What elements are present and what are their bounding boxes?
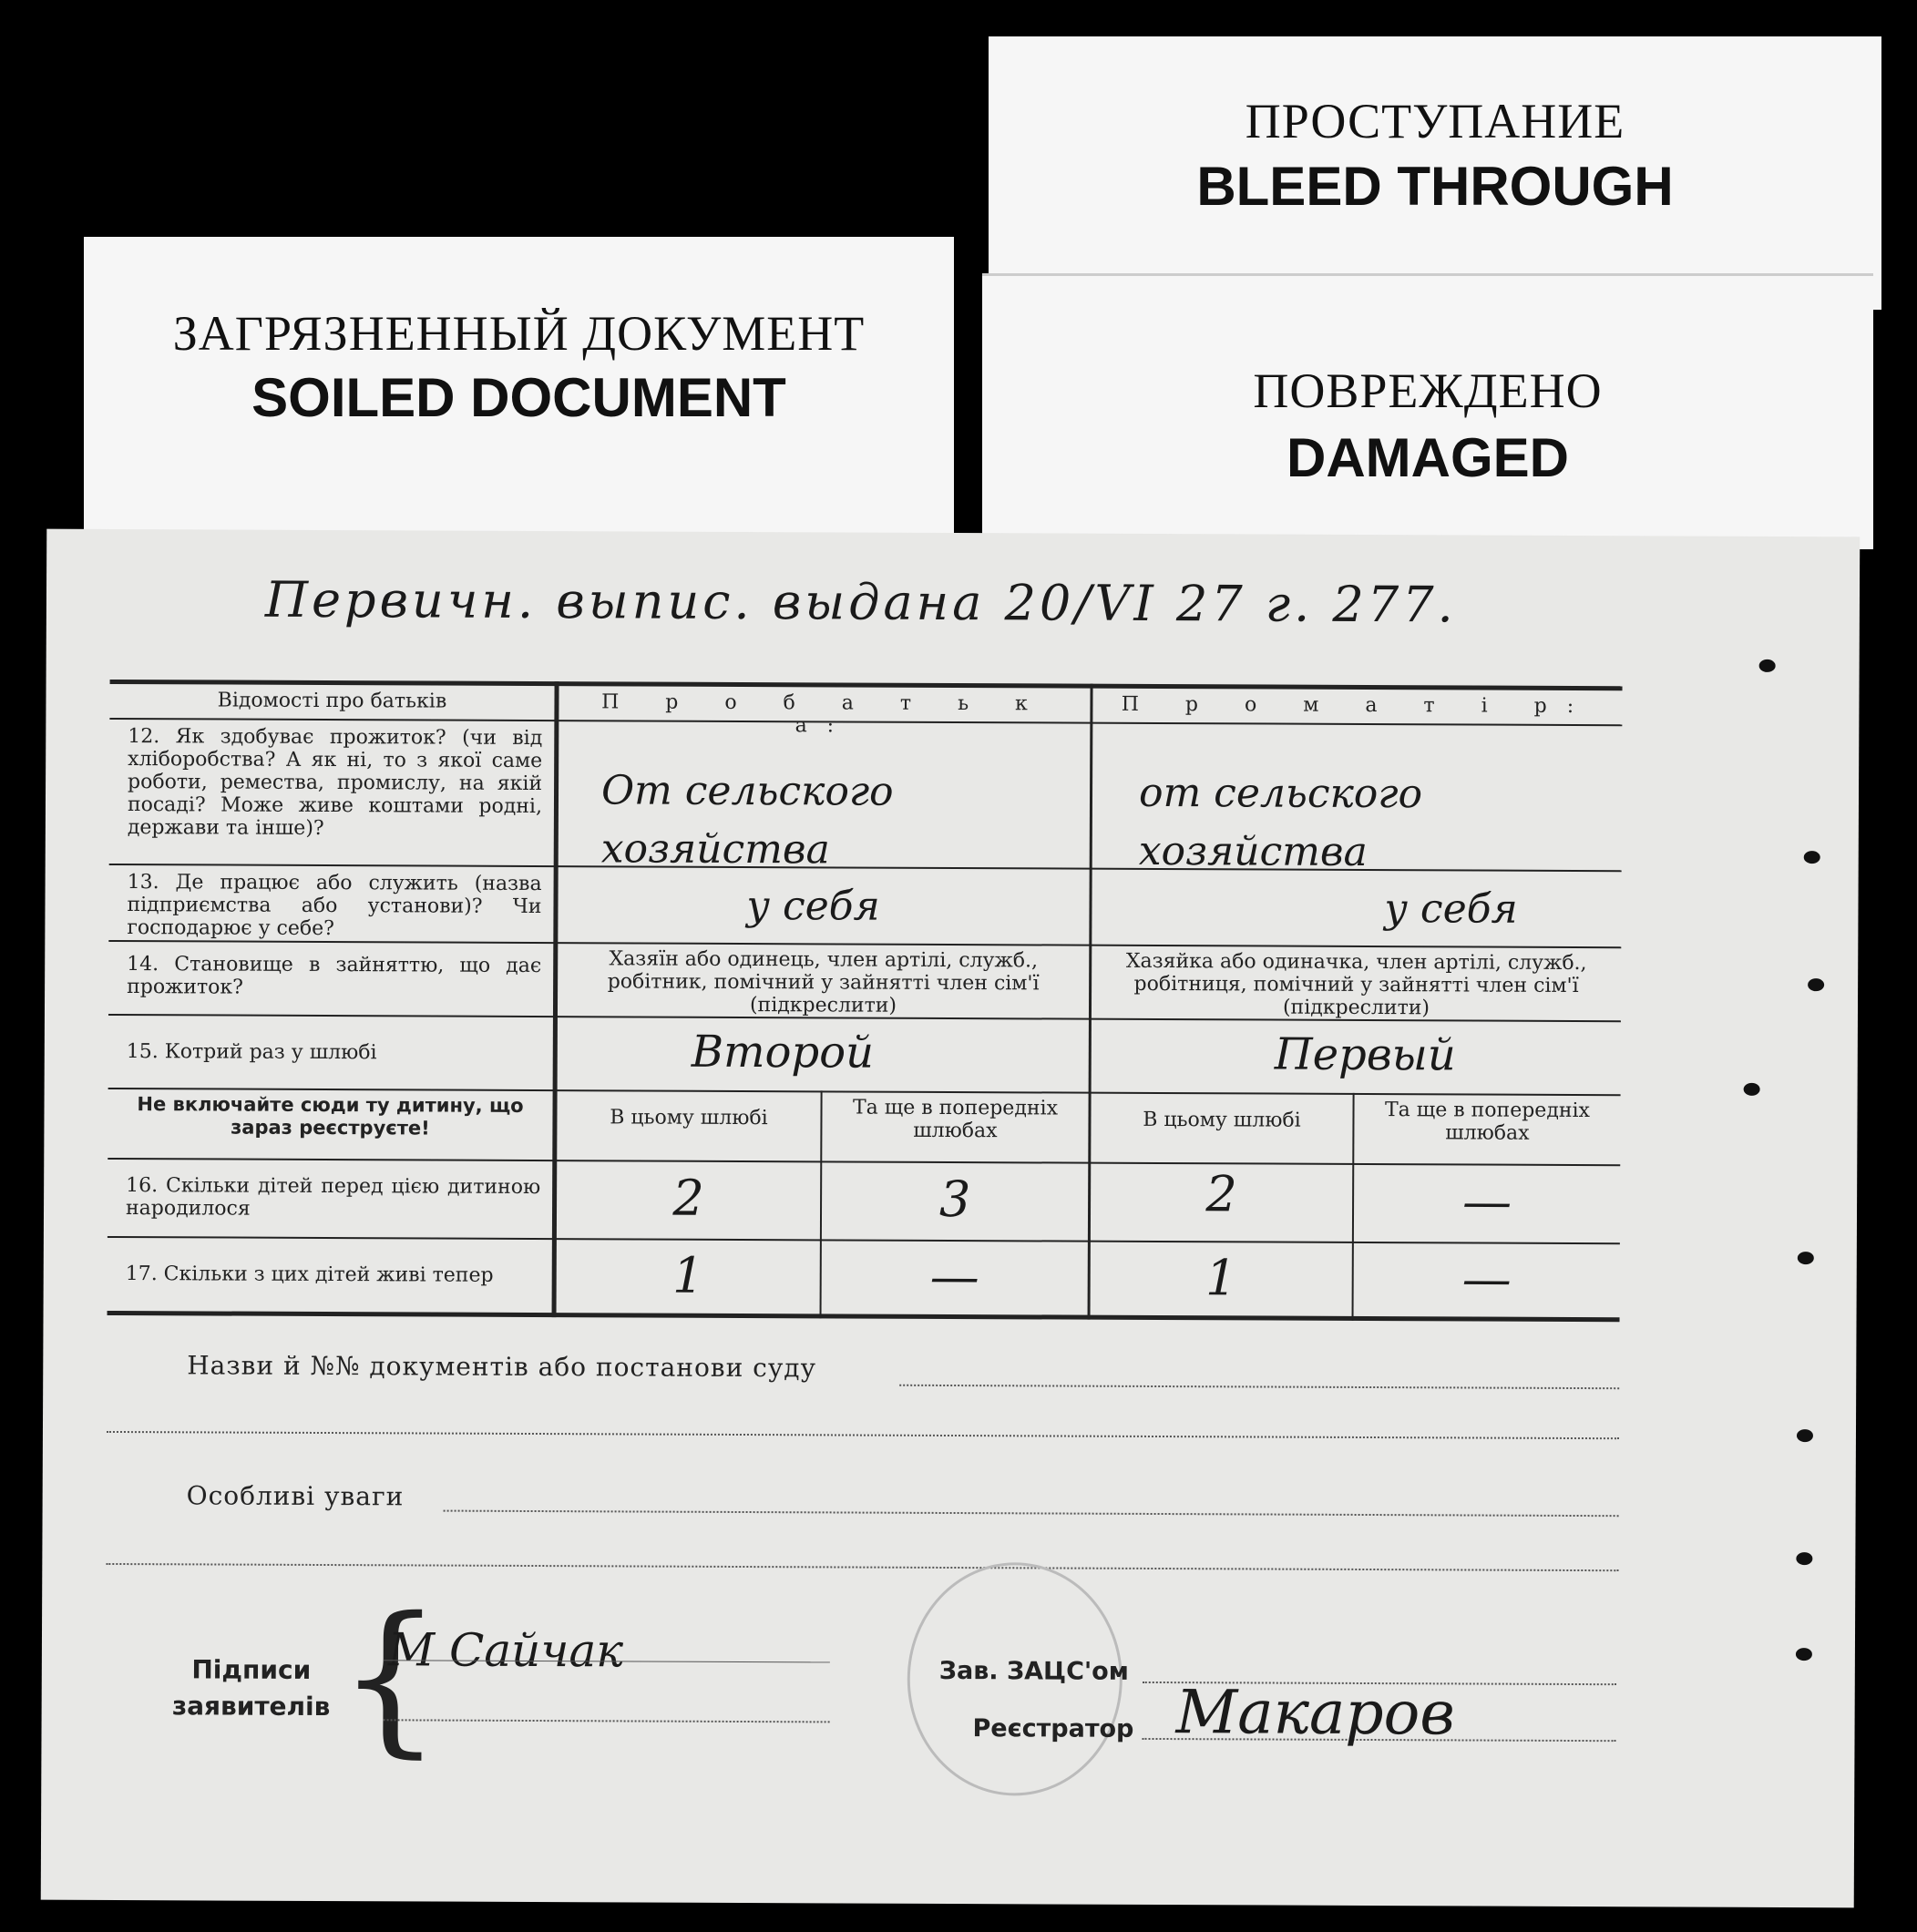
binding-hole <box>1798 1252 1814 1264</box>
binding-hole <box>1796 1648 1812 1661</box>
signatures-brace: { <box>337 1582 443 1774</box>
handwritten-issued-note: Первичн. выпис. выдана 20/VI 27 г. 277. <box>264 570 1457 634</box>
answer-14-mother-options: Хазяйка або одиначка, член артілі, служб., робітниця, помічний у зайнятті член сім'ї (підкреслити) <box>1125 949 1587 1020</box>
header-father: П р о б а т ь к а: <box>601 690 1048 738</box>
soiled-document-label-ru: ЗАГРЯЗНЕННЫЙ ДОКУМЕНТ <box>172 306 866 361</box>
answer-14-father-options: Хазяїн або одинець, член артілі, служб., робітник, помічний у зайнятті член сім'ї (підкреслити) <box>607 947 1040 1017</box>
question-15: 15. Котрий раз у шлюбі <box>126 1040 377 1065</box>
question-13: 13. Де працює або служить (назва підприємства або установи)? Чи господарює у себе? <box>127 871 542 941</box>
registration-form-page <box>41 529 1861 1908</box>
registrar-signature: Макаров <box>1175 1677 1455 1749</box>
answer-12-mother: от сельского хозяйства <box>1138 769 1423 875</box>
applicant-signature: М Сайчак <box>387 1623 624 1678</box>
mother-this-marriage-header: В цьому шлюбі <box>1143 1108 1301 1132</box>
question-14: 14. Становище в зайняттю, що дає прожиток? <box>127 953 542 999</box>
answer-16-father-this: 2 <box>672 1169 704 1227</box>
soiled-document-label-card <box>84 237 954 537</box>
binding-hole <box>1808 978 1824 991</box>
header-section: Відомості про батьків <box>217 689 447 713</box>
head-label: Зав. ЗАЦС'ом <box>938 1656 1129 1686</box>
binding-hole <box>1797 1429 1813 1442</box>
binding-hole <box>1759 659 1776 672</box>
signatures-label-line1: Підписи <box>191 1654 312 1685</box>
answer-17-father-prev: — <box>929 1247 979 1306</box>
answer-13-mother: у себя <box>1384 885 1518 933</box>
answer-12-father: От сельского хозяйства <box>600 767 894 874</box>
question-12: 12. Як здобуває прожиток? (чи від хліборобства? А як ні, то з якої саме роботи, ремества, промислу, на якій посаді? Може живе коштами родні, держави та інше)? <box>127 725 543 840</box>
header-mother: П р о м а т і р: <box>1121 692 1594 719</box>
documents-label: Назви й №№ документів або постанови суду <box>187 1350 817 1384</box>
question-16: 16. Скільки дітей перед цією дитиною народилося <box>125 1174 541 1221</box>
answer-15-father: Второй <box>691 1026 875 1078</box>
signatures-label-line2: заявителів <box>171 1691 331 1722</box>
binding-hole <box>1796 1552 1812 1565</box>
bleed-through-label-card <box>989 36 1881 310</box>
answer-17-father-this: 1 <box>671 1246 704 1304</box>
soiled-document-label-en: SOILED DOCUMENT <box>251 367 786 428</box>
remarks-label: Особливі уваги <box>186 1480 405 1512</box>
answer-16-mother-prev: — <box>1461 1172 1512 1231</box>
mother-previous-header: Та ще в попередніх шлюбах <box>1384 1099 1591 1145</box>
father-this-marriage-header: В цьому шлюбі <box>610 1106 768 1130</box>
damaged-label-card <box>982 273 1873 549</box>
answer-13-father: у себя <box>746 883 880 930</box>
bleed-through-label-ru: ПРОСТУПАНИЕ <box>1245 94 1625 148</box>
answer-17-mother-this: 1 <box>1205 1249 1237 1307</box>
answer-16-mother-this: 2 <box>1205 1165 1237 1223</box>
answer-16-father-prev: 3 <box>938 1170 971 1229</box>
answer-17-mother-prev: — <box>1461 1250 1512 1308</box>
bleed-through-label-en: BLEED THROUGH <box>1196 156 1674 217</box>
damaged-label-ru: ПОВРЕЖДЕНО <box>1253 363 1603 418</box>
binding-hole <box>1804 851 1820 864</box>
father-previous-header: Та ще в попередніх шлюбах <box>852 1096 1059 1143</box>
parents-info-table <box>110 680 1623 1308</box>
damaged-label-en: DAMAGED <box>1287 427 1569 488</box>
answer-15-mother: Первый <box>1274 1028 1456 1081</box>
children-note: Не включайте сюди ту дитину, що зараз реєструєте! <box>137 1093 524 1140</box>
question-17: 17. Скільки з цих дітей живі тепер <box>125 1262 494 1287</box>
registrar-label: Реєстратор <box>972 1714 1134 1743</box>
binding-hole <box>1744 1083 1760 1096</box>
